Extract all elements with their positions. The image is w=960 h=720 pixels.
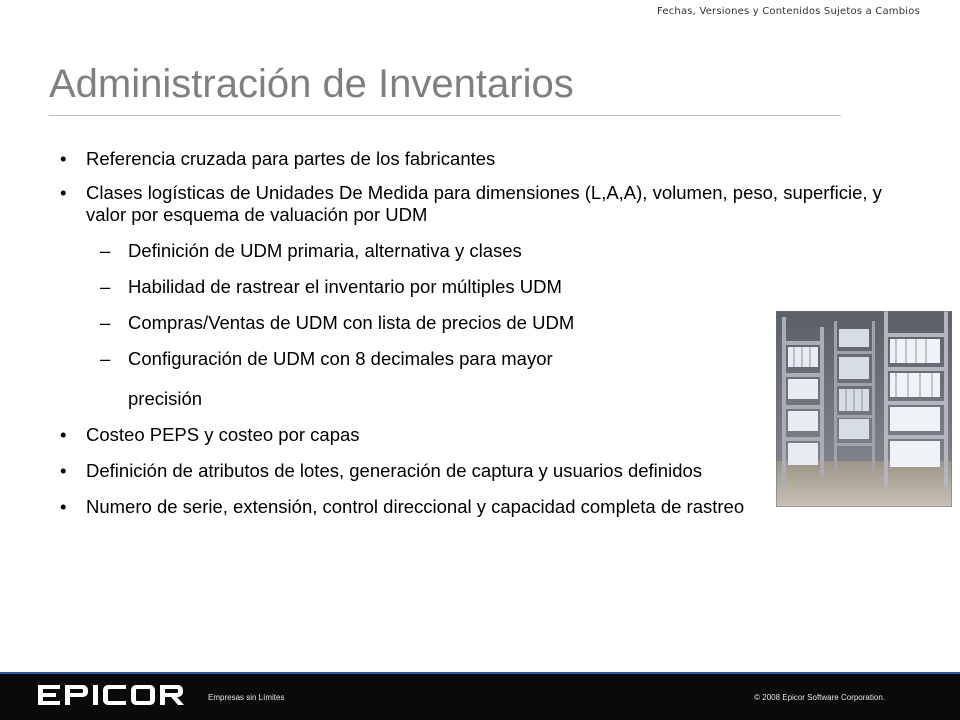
sub-bullet-text: Compras/Ventas de UDM con lista de precios de UDM: [128, 312, 575, 333]
bullet-mark: •: [60, 460, 67, 481]
bullet-item: [60, 148, 900, 170]
bullet-text: Definición de atributos de lotes, generación de captura y usuarios definidos: [86, 460, 703, 481]
slide-title: Administración de Inventarios: [49, 62, 574, 106]
bullet-text: Costeo PEPS y costeo por capas: [86, 424, 360, 445]
bullet-mark: •: [60, 182, 67, 203]
sub-bullet-text: Habilidad de rastrear el inventario por múltiples UDM: [128, 276, 562, 297]
sub-bullet-continuation: precisión: [128, 388, 203, 409]
bullet-item: [60, 424, 900, 446]
sub-bullet-text: Definición de UDM primaria, alternativa y clases: [128, 240, 522, 261]
bullet-text: Clases logísticas de Unidades De Medida para dimensiones (L,A,A), volumen, peso, superficie, y valor por esquema de valuación por UDM: [86, 182, 882, 225]
warehouse-shelving-photo: [776, 311, 952, 507]
sub-bullet-mark: –: [100, 312, 111, 333]
bullet-text: Referencia cruzada para partes de los fabricantes: [86, 148, 496, 169]
bullet-item: [60, 460, 900, 482]
warehouse-image: [776, 311, 952, 507]
bullet-text: Numero de serie, extensión, control direccional y capacidad completa de rastreo: [86, 496, 745, 517]
sub-bullet-item: [60, 240, 900, 262]
disclaimer-note: Fechas, Versiones y Contenidos Sujetos a Cambios: [656, 6, 920, 17]
epicor-logo: [38, 683, 188, 712]
bullet-mark: •: [60, 424, 67, 445]
footer-bar: [0, 672, 960, 720]
sub-bullet-item: [60, 276, 900, 298]
title-divider: [49, 115, 841, 116]
sub-bullet-item: [60, 312, 900, 334]
slide-content: [60, 148, 900, 530]
sub-bullet-mark: –: [100, 348, 111, 369]
bullet-mark: •: [60, 496, 67, 517]
bullet-item: [60, 496, 900, 518]
sub-bullet-text: Configuración de UDM con 8 decimales para mayor: [128, 348, 553, 369]
footer-tagline: Empresas sin Límites: [208, 693, 285, 702]
footer-accent-line: [0, 672, 960, 674]
footer-copyright: © 2008 Epicor Software Corporation.: [754, 693, 885, 702]
epicor-logo-mark: [38, 683, 188, 707]
sub-bullet-mark: –: [100, 276, 111, 297]
bullet-item: [60, 182, 900, 226]
bullet-mark: •: [60, 148, 67, 169]
sub-bullet-mark: –: [100, 240, 111, 261]
sub-bullet-item: [60, 348, 900, 370]
